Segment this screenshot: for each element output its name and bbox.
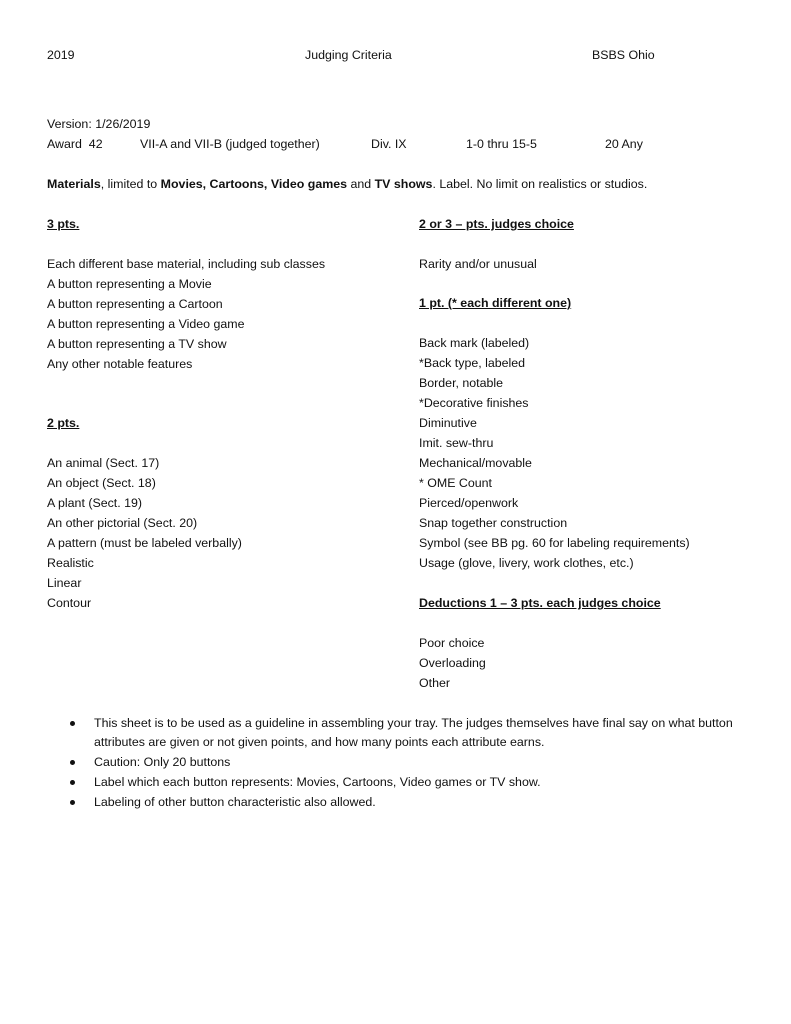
list-item: Border, notable	[419, 376, 504, 390]
list-item: Contour	[47, 596, 92, 610]
list-item: Poor choice	[419, 636, 485, 650]
header-year: 2019	[47, 48, 75, 62]
note-item	[70, 714, 750, 752]
award-number: 42	[88, 137, 103, 151]
materials-tv: TV shows	[374, 177, 433, 191]
version-line: Version: 1/26/2019	[47, 117, 151, 131]
three-pts-heading: 3 pts.	[47, 217, 80, 231]
bullet-icon	[70, 800, 75, 805]
materials-text-2: and	[347, 177, 375, 191]
materials-line	[47, 177, 647, 192]
two-or-three-heading: 2 or 3 – pts. judges choice	[419, 217, 574, 231]
one-pt-heading: 1 pt. (* each different one)	[419, 296, 572, 310]
deductions-heading: Deductions 1 – 3 pts. each judges choice	[419, 596, 661, 610]
list-item: * OME Count	[419, 476, 492, 490]
bullet-icon	[70, 780, 75, 785]
list-item: Other	[419, 676, 450, 690]
two-pts-heading: 2 pts.	[47, 416, 80, 430]
list-item: An object (Sect. 18)	[47, 476, 156, 490]
list-item: A button representing a TV show	[47, 337, 227, 351]
header-title: Judging Criteria	[305, 48, 392, 62]
award-label-text: Award	[47, 137, 82, 151]
materials-label: Materials	[47, 177, 101, 191]
header-org: BSBS Ohio	[592, 48, 655, 62]
note-text: Label which each button represents: Movies, Cartoons, Video games or TV show.	[94, 775, 541, 789]
note-text: This sheet is to be used as a guideline in assembling your tray. The judges themselves have final say on what button attributes are given or not given points, and how many points each attribute earns.	[94, 716, 733, 749]
award-classes: VII-A and VII-B (judged together)	[140, 137, 320, 151]
list-item: Linear	[47, 576, 82, 590]
list-item: An animal (Sect. 17)	[47, 456, 160, 470]
list-item: Each different base material, including sub classes	[47, 257, 326, 271]
list-item: Overloading	[419, 656, 486, 670]
materials-categories: Movies, Cartoons, Video games	[160, 177, 348, 191]
list-item: An other pictorial (Sect. 20)	[47, 516, 198, 530]
award-range: 1-0 thru 15-5	[466, 137, 537, 151]
award-division: Div. IX	[371, 137, 407, 151]
materials-text-3: . Label. No limit on realistics or studios.	[432, 177, 648, 191]
list-item: Diminutive	[419, 416, 477, 430]
list-item: Pierced/openwork	[419, 496, 519, 510]
list-item: Realistic	[47, 556, 94, 570]
note-item	[70, 793, 750, 812]
notes-list	[70, 714, 750, 813]
note-text: Caution: Only 20 buttons	[94, 755, 231, 769]
note-text: Labeling of other button characteristic also allowed.	[94, 795, 376, 809]
award-count: 20 Any	[605, 137, 643, 151]
two-pts-list	[47, 456, 242, 616]
list-item: Usage (glove, livery, work clothes, etc.)	[419, 556, 634, 570]
bullet-icon	[70, 760, 75, 765]
list-item: Symbol (see BB pg. 60 for labeling requirements)	[419, 536, 690, 550]
list-item: A button representing a Video game	[47, 317, 245, 331]
list-item: Imit. sew-thru	[419, 436, 494, 450]
deductions-list	[419, 636, 486, 696]
list-item: Rarity and/or unusual	[419, 257, 537, 271]
list-item: A button representing a Cartoon	[47, 297, 223, 311]
list-item: *Back type, labeled	[419, 356, 526, 370]
note-item	[70, 773, 750, 792]
three-pts-list	[47, 257, 325, 377]
list-item: A pattern (must be labeled verbally)	[47, 536, 242, 550]
award-label	[47, 137, 103, 152]
materials-text-1: , limited to	[100, 177, 161, 191]
list-item: Back mark (labeled)	[419, 336, 530, 350]
one-pt-list	[419, 336, 690, 576]
list-item: A button representing a Movie	[47, 277, 212, 291]
note-item	[70, 753, 750, 772]
list-item: *Decorative finishes	[419, 396, 529, 410]
bullet-icon	[70, 721, 75, 726]
list-item: Any other notable features	[47, 357, 193, 371]
list-item: Mechanical/movable	[419, 456, 532, 470]
list-item: Snap together construction	[419, 516, 568, 530]
list-item: A plant (Sect. 19)	[47, 496, 143, 510]
